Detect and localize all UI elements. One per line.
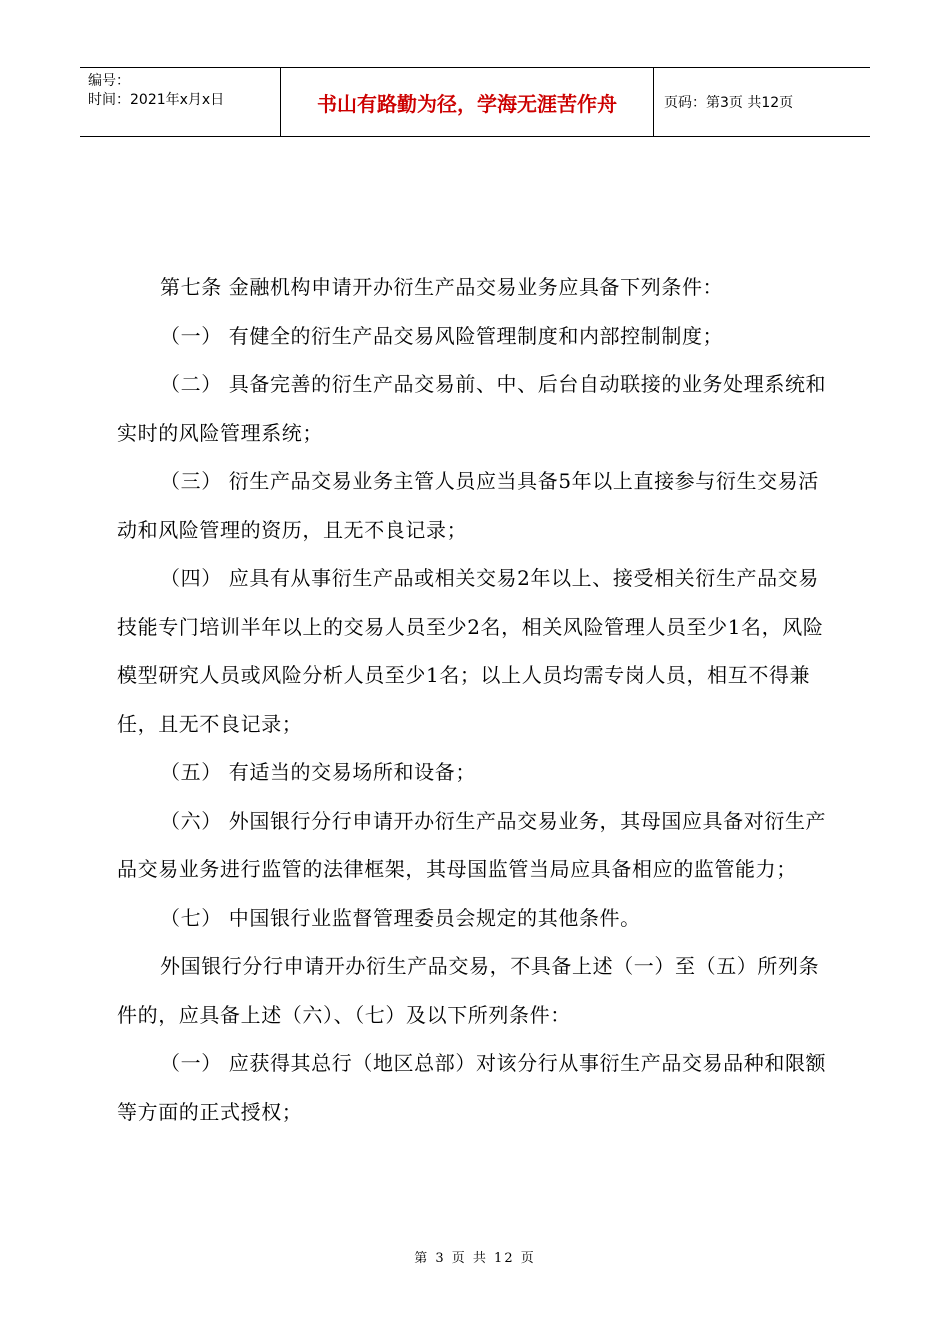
article-7-heading: 第七条 金融机构申请开办衍生产品交易业务应具备下列条件： — [160, 275, 724, 299]
document-number-label: 编号： — [88, 73, 130, 89]
condition-2: （二） 具备完善的衍生产品交易前、中、后台自动联接的业务处理系统和实时的风险管理系统； — [117, 372, 827, 445]
header-page-label: 页码：第3页 共12页 — [664, 95, 794, 111]
header-motto: 书山有路勤为径，学海无涯苦作舟 — [281, 68, 654, 136]
condition-4: （四） 应具有从事衍生产品或相关交易2年以上、接受相关衍生产品交易技能专门培训半年以上的交易人员至少2名，相关风险管理人员至少1名，风险模型研究人员或风险分析人员至少1名；以上人员均需专岗人员，相互不得兼任，且无不良记录； — [117, 566, 824, 736]
page-footer: 第 3 页 共 12 页 — [414, 1251, 536, 1266]
foreign-branch-condition-1: （一） 应获得其总行（地区总部）对该分行从事衍生产品交易品种和限额等方面的正式授权； — [117, 1051, 827, 1124]
condition-3: （三） 衍生产品交易业务主管人员应当具备5年以上直接参与衍生交易活动和风险管理的资历，且无不良记录； — [117, 469, 819, 542]
foreign-branch-paragraph: 外国银行分行申请开办衍生产品交易，不具备上述（一）至（五）所列条件的，应具备上述（六）、（七）及以下所列条件： — [117, 954, 820, 1027]
condition-1: （一） 有健全的衍生产品交易风险管理制度和内部控制制度； — [160, 323, 724, 348]
condition-6: （六） 外国银行分行申请开办衍生产品交易业务，其母国应具备对衍生产品交易业务进行监管的法律框架，其母国监管当局应具备相应的监管能力； — [117, 808, 827, 881]
document-time-label: 时间：2021年x月x日 — [88, 92, 225, 108]
header-meta — [80, 68, 281, 136]
document-body — [117, 263, 837, 1136]
condition-5: （五） 有适当的交易场所和设备； — [160, 760, 476, 784]
condition-7: （七） 中国银行业监督管理委员会规定的其他条件。 — [160, 905, 641, 930]
document-header — [80, 67, 870, 137]
